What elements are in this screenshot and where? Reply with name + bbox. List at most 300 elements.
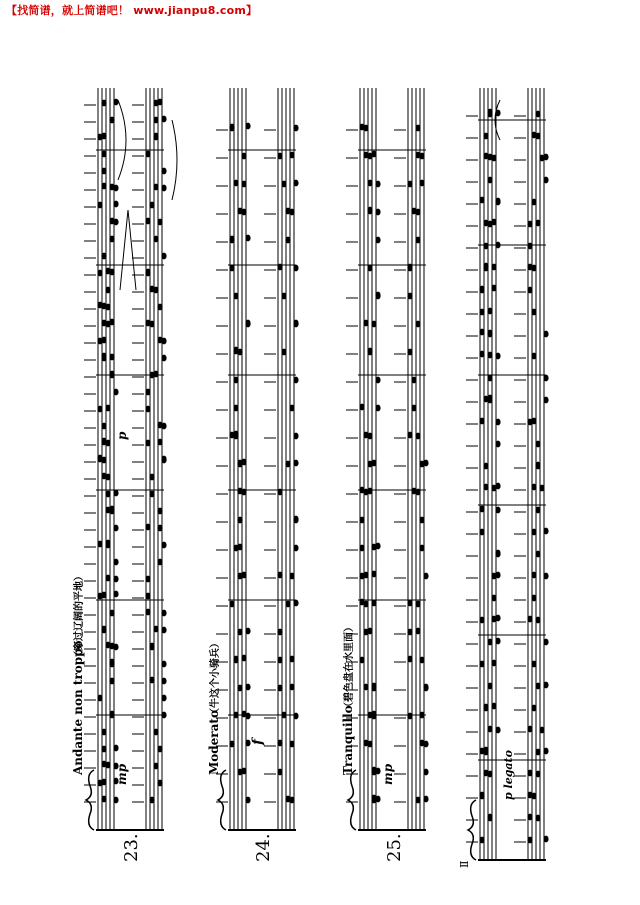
note-head <box>495 550 500 557</box>
exercise-number-24: 24. <box>253 833 274 862</box>
note-head <box>233 293 238 300</box>
note-head <box>149 286 154 293</box>
note-head <box>483 747 488 754</box>
note-head <box>277 489 282 496</box>
note-head <box>411 405 416 412</box>
note-head <box>535 441 540 448</box>
note-head <box>109 610 114 617</box>
note-head <box>423 796 428 803</box>
note-head <box>161 627 166 634</box>
note-head <box>371 683 376 690</box>
note-head <box>479 197 484 204</box>
note-head <box>105 405 110 412</box>
note-head <box>483 220 488 227</box>
note-head <box>233 712 238 719</box>
note-head <box>161 456 166 463</box>
note-head <box>527 814 532 821</box>
note-head <box>161 695 166 702</box>
note-head <box>289 684 294 691</box>
note-head <box>233 347 238 354</box>
note-head <box>419 180 424 187</box>
note-head <box>407 264 412 271</box>
note-head <box>277 629 282 636</box>
note-head <box>153 184 158 191</box>
note-head <box>97 302 102 309</box>
note-head <box>419 517 424 524</box>
note-head <box>145 151 150 158</box>
note-head <box>109 184 114 191</box>
note-head <box>539 727 544 734</box>
note-head <box>483 243 488 250</box>
note-head <box>415 321 420 328</box>
note-head <box>491 219 496 226</box>
note-head <box>411 377 416 384</box>
note-head <box>145 440 150 447</box>
note-head <box>101 133 106 140</box>
note-head <box>411 488 416 495</box>
note-head <box>487 375 492 382</box>
note-head <box>375 543 380 550</box>
note-head <box>145 320 150 327</box>
note-head <box>241 153 246 160</box>
note-head <box>359 124 364 131</box>
note-head <box>153 133 158 140</box>
note-head <box>149 474 154 481</box>
note-head <box>97 541 102 548</box>
note-head <box>101 746 106 753</box>
note-head <box>109 354 114 361</box>
note-head <box>97 406 102 413</box>
note-head <box>101 100 106 107</box>
note-head <box>245 628 250 635</box>
note-head <box>157 746 162 753</box>
note-head <box>543 682 548 689</box>
note-head <box>491 264 496 271</box>
note-head <box>237 544 242 551</box>
note-head <box>245 320 250 327</box>
note-head <box>161 712 166 719</box>
note-head <box>371 321 376 328</box>
note-head <box>145 609 150 616</box>
note-head <box>149 797 154 804</box>
note-head <box>407 600 412 607</box>
note-head <box>105 540 110 547</box>
note-head <box>157 304 162 311</box>
note-head <box>153 729 158 736</box>
note-head <box>479 617 484 624</box>
note-head <box>543 397 548 404</box>
note-head <box>479 351 484 358</box>
note-head <box>495 198 500 205</box>
note-head <box>487 352 492 359</box>
note-head <box>229 741 234 748</box>
note-head <box>483 463 488 470</box>
system-4 <box>466 88 549 860</box>
note-head <box>359 517 364 524</box>
note-head <box>487 177 492 184</box>
note-head <box>543 154 548 161</box>
note-head <box>371 711 376 718</box>
note-head <box>479 661 484 668</box>
note-head <box>277 657 282 664</box>
note-head <box>415 237 420 244</box>
note-head <box>367 207 372 214</box>
note-head <box>423 573 428 580</box>
note-head <box>527 287 532 294</box>
note-head <box>241 572 246 579</box>
note-head <box>415 601 420 608</box>
note-head <box>371 767 376 774</box>
note-head <box>101 353 106 360</box>
note-head <box>371 571 376 578</box>
note-head <box>237 208 242 215</box>
exercise-number-23: 23. <box>121 833 142 862</box>
dynamic-25-a: mp <box>381 763 395 785</box>
note-head <box>407 181 412 188</box>
dynamic-24-a: f <box>250 738 266 745</box>
note-head <box>539 485 544 492</box>
note-head <box>479 309 484 316</box>
note-head <box>419 740 424 747</box>
note-head <box>237 488 242 495</box>
note-head <box>419 545 424 552</box>
note-head <box>285 237 290 244</box>
note-head <box>101 320 106 327</box>
note-head <box>293 460 298 467</box>
note-head <box>281 349 286 356</box>
note-head <box>245 797 250 804</box>
note-head <box>359 545 364 552</box>
note-head <box>415 152 420 159</box>
note-head <box>105 491 110 498</box>
note-head <box>543 375 548 382</box>
note-head <box>479 529 484 536</box>
note-head <box>415 433 420 440</box>
note-head <box>531 705 536 712</box>
note-head <box>495 615 500 622</box>
note-head <box>293 713 298 720</box>
note-head <box>145 593 150 600</box>
note-head <box>153 371 158 378</box>
note-head <box>375 181 380 188</box>
note-head <box>363 432 368 439</box>
note-head <box>101 337 106 344</box>
note-head <box>101 473 106 480</box>
subtitle-25: （碧色盘在水里面） <box>344 622 355 712</box>
note-head <box>483 704 488 711</box>
note-head <box>535 220 540 227</box>
note-head <box>113 99 118 106</box>
note-head <box>149 643 154 650</box>
note-head <box>109 506 114 513</box>
note-head <box>543 528 548 535</box>
system-25 <box>346 88 429 830</box>
note-head <box>101 779 106 786</box>
subtitle-24: （牛这个小骑兵） <box>210 638 221 718</box>
note-head <box>487 814 492 821</box>
note-head <box>149 677 154 684</box>
note-head <box>479 506 484 513</box>
note-head <box>289 405 294 412</box>
note-head <box>277 685 282 692</box>
note-head <box>289 152 294 159</box>
note-head <box>161 168 166 175</box>
note-head <box>233 431 238 438</box>
note-head <box>367 348 372 355</box>
note-head <box>479 418 484 425</box>
dynamic-23-a: mp <box>115 763 129 785</box>
note-head <box>161 610 166 617</box>
note-head <box>241 655 246 662</box>
note-head <box>145 389 150 396</box>
note-head <box>543 836 548 843</box>
note-head <box>479 329 484 336</box>
note-head <box>479 837 484 844</box>
note-head <box>237 685 242 692</box>
note-head <box>277 740 282 747</box>
note-head <box>543 748 548 755</box>
note-head <box>487 395 492 402</box>
system-24 <box>216 88 299 830</box>
note-head <box>371 795 376 802</box>
note-head <box>229 236 234 243</box>
note-head <box>375 405 380 412</box>
note-head <box>407 293 412 300</box>
note-head <box>359 657 364 664</box>
note-head <box>277 572 282 579</box>
note-head <box>101 423 106 430</box>
note-head <box>109 117 114 124</box>
note-head <box>145 406 150 413</box>
note-head <box>281 293 286 300</box>
note-head <box>245 235 250 242</box>
note-head <box>241 711 246 718</box>
note-head <box>495 638 500 645</box>
note-head <box>101 168 106 175</box>
note-head <box>285 208 290 215</box>
note-head <box>241 181 246 188</box>
note-head <box>293 180 298 187</box>
note-head <box>371 600 376 607</box>
note-head <box>113 797 118 804</box>
note-head <box>237 517 242 524</box>
note-head <box>483 770 488 777</box>
note-head <box>285 601 290 608</box>
note-head <box>423 460 428 467</box>
note-head <box>531 418 536 425</box>
note-head <box>293 600 298 607</box>
note-head <box>367 628 372 635</box>
system-23 <box>84 88 167 830</box>
note-head <box>233 377 238 384</box>
note-head <box>535 749 540 756</box>
note-head <box>101 729 106 736</box>
note-head <box>245 123 250 130</box>
note-head <box>145 576 150 583</box>
note-head <box>495 507 500 514</box>
note-head <box>527 726 532 733</box>
note-head <box>113 591 118 598</box>
note-head <box>241 459 246 466</box>
note-head <box>289 656 294 663</box>
note-head <box>543 639 548 646</box>
note-head <box>423 769 428 776</box>
note-head <box>105 575 110 582</box>
note-head <box>101 151 106 158</box>
note-head <box>411 208 416 215</box>
note-head <box>161 542 166 549</box>
note-head <box>363 320 368 327</box>
note-head <box>531 529 536 536</box>
note-head <box>113 745 118 752</box>
note-head <box>415 125 420 132</box>
note-head <box>157 439 162 446</box>
note-head <box>495 441 500 448</box>
note-head <box>407 349 412 356</box>
note-head <box>363 740 368 747</box>
subtitle-23: （穿过辽阔的平地） <box>74 571 85 661</box>
note-head <box>483 263 488 270</box>
note-head <box>487 330 492 337</box>
note-head <box>109 236 114 243</box>
note-head <box>527 792 532 799</box>
note-head <box>153 117 158 124</box>
exercise-number-25: 25. <box>384 833 405 862</box>
note-head <box>293 545 298 552</box>
note-head <box>105 642 110 649</box>
note-head <box>101 626 106 633</box>
note-head <box>157 559 162 566</box>
note-head <box>229 124 234 131</box>
dynamic-4-a: p legato <box>502 750 515 800</box>
note-head <box>359 404 364 411</box>
note-head <box>289 573 294 580</box>
note-head <box>419 712 424 719</box>
note-head <box>407 629 412 636</box>
note-head <box>535 771 540 778</box>
note-head <box>487 308 492 315</box>
note-head <box>367 180 372 187</box>
note-head <box>423 684 428 691</box>
note-head <box>531 132 536 139</box>
note-head <box>535 815 540 822</box>
note-head <box>293 265 298 272</box>
note-head <box>543 331 548 338</box>
note-head <box>483 153 488 160</box>
note-head <box>367 488 372 495</box>
tempo-24: Moderato <box>207 710 221 775</box>
note-head <box>145 524 150 531</box>
note-head <box>145 269 150 276</box>
note-head <box>531 572 536 579</box>
note-head <box>113 201 118 208</box>
note-head <box>105 287 110 294</box>
note-head <box>531 661 536 668</box>
note-head <box>359 599 364 606</box>
note-head <box>483 484 488 491</box>
note-head <box>535 507 540 514</box>
note-head <box>157 780 162 787</box>
note-head <box>363 572 368 579</box>
note-head <box>527 221 532 228</box>
note-head <box>289 741 294 748</box>
site-banner: 【找简谱，就上简谱吧！ www.jianpu8.com】 <box>6 4 258 17</box>
note-head <box>479 792 484 799</box>
note-head <box>113 490 118 497</box>
note-head <box>543 573 548 580</box>
note-head <box>109 711 114 718</box>
note-head <box>233 180 238 187</box>
note-head <box>153 763 158 770</box>
note-head <box>535 683 540 690</box>
note-head <box>527 616 532 623</box>
note-head <box>233 405 238 412</box>
note-head <box>543 177 548 184</box>
note-head <box>363 152 368 159</box>
tempo-25: Tranquillo <box>341 705 355 775</box>
note-head <box>157 219 162 226</box>
note-head <box>113 525 118 532</box>
note-head <box>293 125 298 132</box>
note-head <box>527 264 532 271</box>
note-head <box>229 601 234 608</box>
note-head <box>161 116 166 123</box>
note-head <box>293 433 298 440</box>
note-head <box>233 656 238 663</box>
note-head <box>293 516 298 523</box>
note-head <box>285 461 290 468</box>
note-head <box>375 377 380 384</box>
note-head <box>157 508 162 515</box>
note-head <box>487 109 492 116</box>
note-head <box>479 286 484 293</box>
note-head <box>491 703 496 710</box>
note-head <box>367 265 372 272</box>
note-head <box>527 243 532 250</box>
note-head <box>415 628 420 635</box>
note-head <box>419 657 424 664</box>
note-head <box>277 769 282 776</box>
note-head <box>407 656 412 663</box>
note-head <box>277 153 282 160</box>
note-head <box>113 389 118 396</box>
note-head <box>157 99 162 106</box>
note-head <box>415 797 420 804</box>
note-head <box>491 660 496 667</box>
note-head <box>487 639 492 646</box>
note-head <box>531 309 536 316</box>
note-head <box>237 629 242 636</box>
note-head <box>375 209 380 216</box>
note-head <box>281 181 286 188</box>
note-head <box>153 236 158 243</box>
note-head <box>495 572 500 579</box>
note-head <box>161 661 166 668</box>
note-head <box>109 218 114 225</box>
note-head <box>245 684 250 691</box>
note-head <box>531 595 536 602</box>
note-head <box>495 727 500 734</box>
note-head <box>109 659 114 666</box>
note-head <box>535 551 540 558</box>
note-head <box>149 491 154 498</box>
note-head <box>293 320 298 327</box>
note-head <box>535 462 540 469</box>
note-head <box>491 285 496 292</box>
note-head <box>109 371 114 378</box>
note-head <box>407 713 412 720</box>
note-head <box>157 525 162 532</box>
